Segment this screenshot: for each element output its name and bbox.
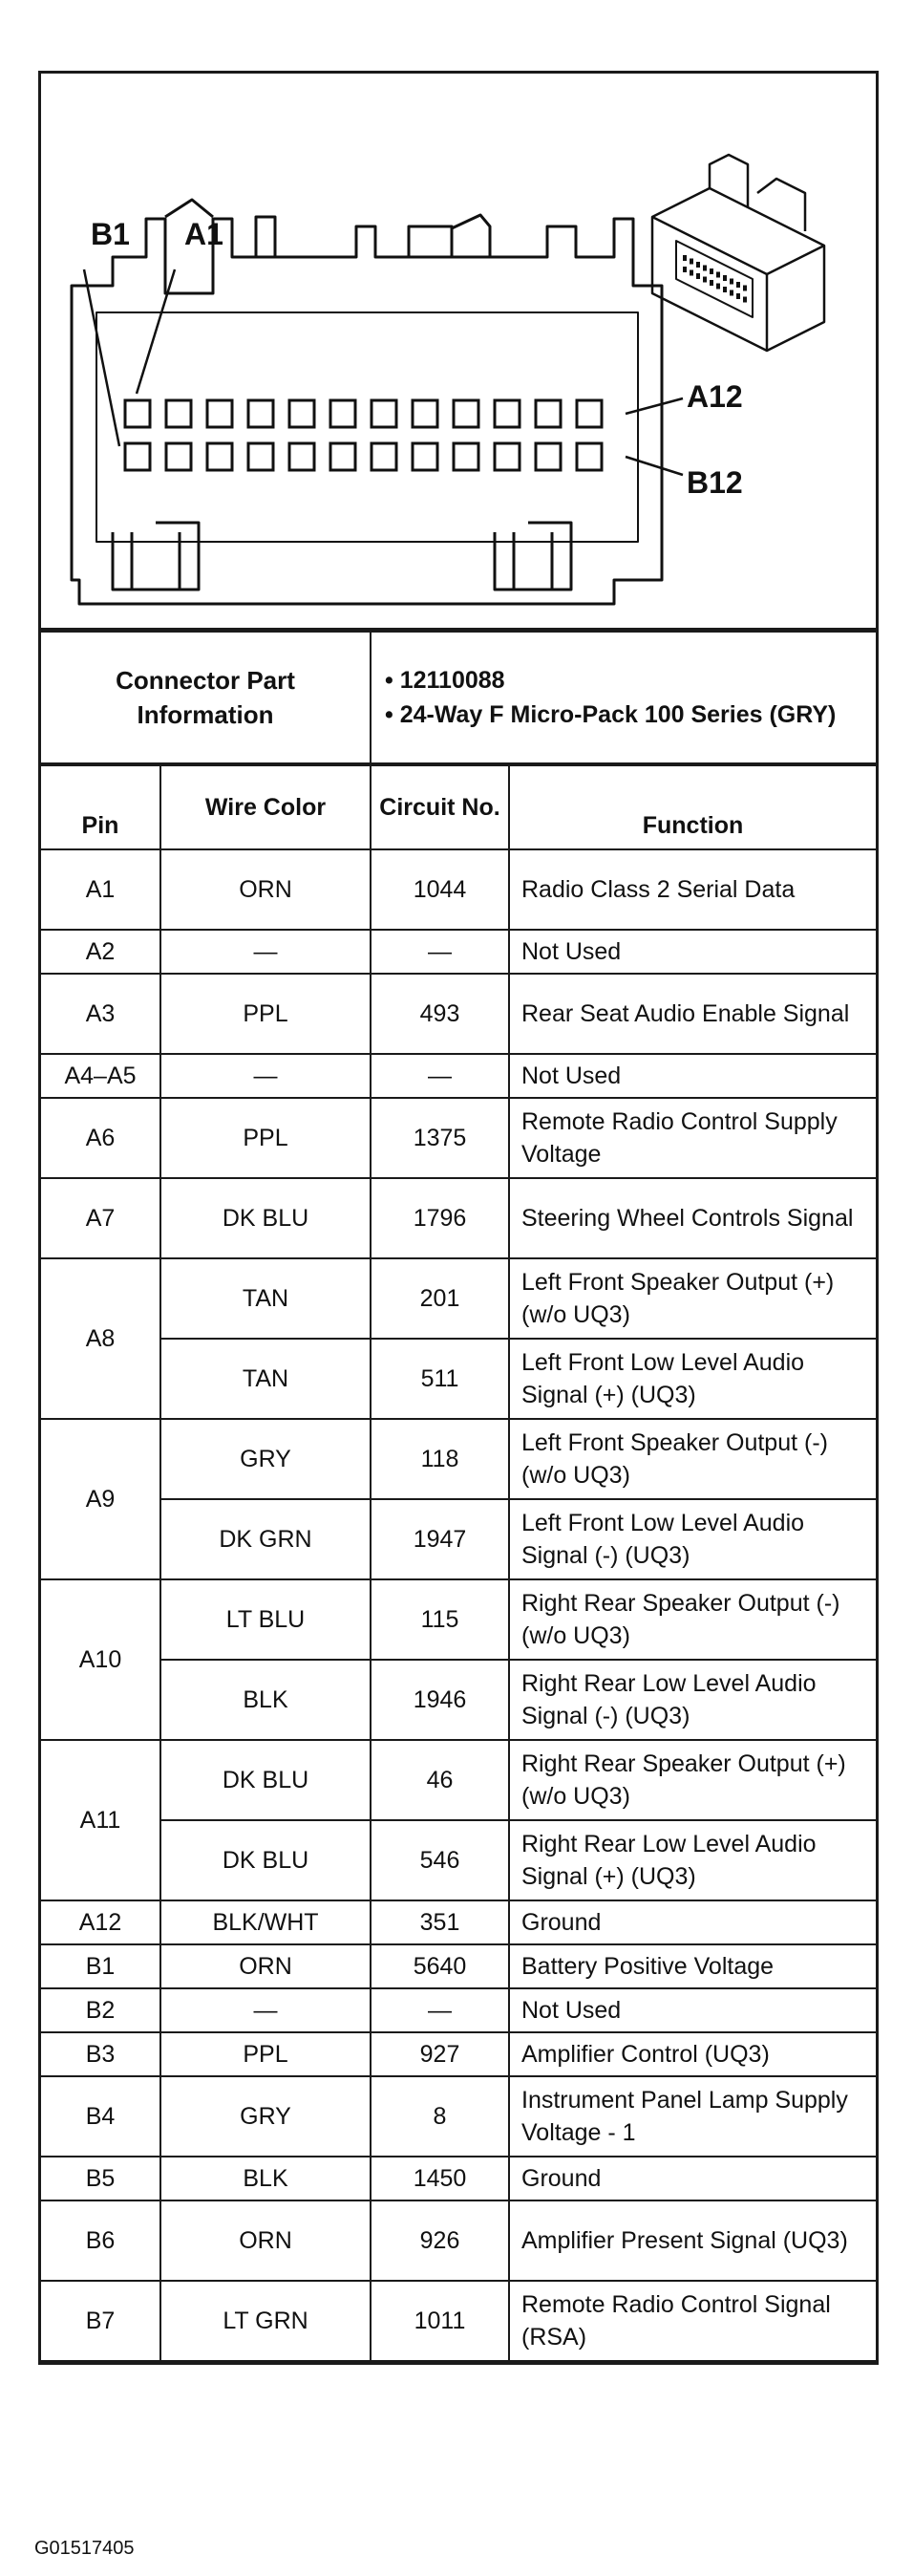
function-cell: Rear Seat Audio Enable Signal	[509, 974, 876, 1054]
function-cell: Remote Radio Control Supply Voltage	[509, 1098, 876, 1178]
iso-pin-mark	[743, 297, 747, 303]
function-cell: Left Front Speaker Output (+) (w/o UQ3)	[509, 1258, 876, 1339]
wire-color-cell: GRY	[160, 1419, 371, 1499]
pin-row	[41, 1820, 876, 1900]
connector-info-table	[41, 631, 876, 764]
pinout-table	[41, 764, 876, 2362]
connector-sheet	[38, 71, 879, 2365]
wire-color-cell: PPL	[160, 1098, 371, 1178]
pin-cavity-b2	[166, 443, 191, 470]
wire-color-cell: DK GRN	[160, 1499, 371, 1579]
connector-face-drawing	[41, 74, 876, 628]
wire-color-cell: TAN	[160, 1339, 371, 1419]
function-cell: Not Used	[509, 1054, 876, 1098]
connector-iso-icon	[652, 155, 824, 351]
iso-pin-mark	[703, 266, 707, 271]
connector-part-info-list	[371, 632, 876, 763]
part-description: • 24-Way F Micro-Pack 100 Series (GRY)	[385, 701, 837, 728]
function-cell: Amplifier Control (UQ3)	[509, 2032, 876, 2076]
pin-cell: B1	[41, 1944, 160, 1988]
circuit-no-cell: 1796	[371, 1178, 509, 1258]
function-cell: Ground	[509, 1900, 876, 1944]
wire-color-cell: PPL	[160, 974, 371, 1054]
iso-pin-mark	[710, 280, 713, 286]
circuit-no-cell: 926	[371, 2200, 509, 2281]
function-cell: Left Front Low Level Audio Signal (+) (UQ3)	[509, 1339, 876, 1419]
function-cell: Not Used	[509, 1988, 876, 2032]
wire-color-cell: BLK/WHT	[160, 1900, 371, 1944]
wire-color-cell: TAN	[160, 1258, 371, 1339]
pin-cavity-a7	[372, 400, 396, 427]
pin-row	[41, 2032, 876, 2076]
function-cell: Right Rear Speaker Output (+) (w/o UQ3)	[509, 1740, 876, 1820]
iso-pin-mark	[723, 275, 727, 281]
pin-cell: A8	[41, 1258, 160, 1419]
pin-row	[41, 1988, 876, 2032]
pin-cavity-b10	[495, 443, 520, 470]
circuit-no-cell: —	[371, 1988, 509, 2032]
iso-pin-mark	[716, 272, 720, 278]
pin-row	[41, 2076, 876, 2157]
pin-cell: A11	[41, 1740, 160, 1900]
pin-cavity-a6	[330, 400, 355, 427]
pin-cavity-a9	[454, 400, 478, 427]
wire-color-cell: GRY	[160, 2076, 371, 2157]
pin-row	[41, 1579, 876, 1660]
pin-row	[41, 1499, 876, 1579]
iso-pin-mark	[736, 293, 740, 299]
function-cell: Battery Positive Voltage	[509, 1944, 876, 1988]
circuit-no-cell: 1450	[371, 2157, 509, 2200]
pin-cell: A12	[41, 1900, 160, 1944]
pin-cavity-b1	[125, 443, 150, 470]
circuit-no-cell: 1947	[371, 1499, 509, 1579]
function-cell: Left Front Low Level Audio Signal (-) (UQ3)	[509, 1499, 876, 1579]
iso-pin-mark	[690, 259, 693, 265]
pin-cavity-a1	[125, 400, 150, 427]
function-cell: Steering Wheel Controls Signal	[509, 1178, 876, 1258]
pin-cell: A4–A5	[41, 1054, 160, 1098]
pin-row	[41, 974, 876, 1054]
circuit-no-cell: —	[371, 1054, 509, 1098]
pin-cavity-b3	[207, 443, 232, 470]
wire-color-cell: —	[160, 1054, 371, 1098]
iso-pin-mark	[683, 255, 687, 261]
pin-row	[41, 2281, 876, 2361]
iso-pin-mark	[730, 290, 733, 296]
circuit-no-cell: 493	[371, 974, 509, 1054]
iso-pin-mark	[683, 267, 687, 272]
circuit-no-cell: 546	[371, 1820, 509, 1900]
pin-cavity-b5	[289, 443, 314, 470]
wire-color-cell: ORN	[160, 2200, 371, 2281]
wire-color-cell: PPL	[160, 2032, 371, 2076]
pin-row	[41, 1098, 876, 1178]
pin-cavity-a3	[207, 400, 232, 427]
label-b12: B12	[687, 465, 743, 500]
wire-color-cell: DK BLU	[160, 1820, 371, 1900]
pin-cavity-a11	[536, 400, 561, 427]
part-number: • 12110088	[385, 667, 505, 694]
pin-cavity-b12	[577, 443, 602, 470]
header-pin: Pin	[41, 765, 160, 849]
pin-row	[41, 1419, 876, 1499]
pin-cell: B5	[41, 2157, 160, 2200]
iso-pin-mark	[710, 268, 713, 274]
function-cell: Right Rear Low Level Audio Signal (-) (UQ3)	[509, 1660, 876, 1740]
pin-cavity-b4	[248, 443, 273, 470]
circuit-no-cell: 8	[371, 2076, 509, 2157]
circuit-no-cell: 351	[371, 1900, 509, 1944]
pin-cell: B7	[41, 2281, 160, 2361]
wire-color-cell: DK BLU	[160, 1178, 371, 1258]
pin-cell: B3	[41, 2032, 160, 2076]
pin-row	[41, 1900, 876, 1944]
label-b1: B1	[91, 217, 130, 251]
pin-cell: A9	[41, 1419, 160, 1579]
pin-row	[41, 1740, 876, 1820]
pin-cell: A10	[41, 1579, 160, 1740]
pin-cavity-b9	[454, 443, 478, 470]
header-wire-color: Wire Color	[160, 765, 371, 849]
pin-cavity-a12	[577, 400, 602, 427]
wire-color-cell: —	[160, 930, 371, 974]
function-cell: Right Rear Low Level Audio Signal (+) (UQ3)	[509, 1820, 876, 1900]
wire-color-cell: LT GRN	[160, 2281, 371, 2361]
pin-cavity-a5	[289, 400, 314, 427]
pin-cell: A6	[41, 1098, 160, 1178]
function-cell: Instrument Panel Lamp Supply Voltage - 1	[509, 2076, 876, 2157]
wire-color-cell: BLK	[160, 1660, 371, 1740]
pin-cell: A3	[41, 974, 160, 1054]
iso-pin-mark	[696, 262, 700, 268]
iso-pin-mark	[696, 273, 700, 279]
pin-cell: B2	[41, 1988, 160, 2032]
function-cell: Left Front Speaker Output (-) (w/o UQ3)	[509, 1419, 876, 1499]
circuit-no-cell: 927	[371, 2032, 509, 2076]
circuit-no-cell: 5640	[371, 1944, 509, 1988]
function-cell: Amplifier Present Signal (UQ3)	[509, 2200, 876, 2281]
circuit-no-cell: 1946	[371, 1660, 509, 1740]
wire-color-cell: BLK	[160, 2157, 371, 2200]
header-circuit-no: Circuit No.	[371, 765, 509, 849]
iso-pin-mark	[723, 287, 727, 292]
pin-cavity-a4	[248, 400, 273, 427]
iso-pin-mark	[703, 277, 707, 283]
pin-cell: B6	[41, 2200, 160, 2281]
connector-part-info-title: Connector Part Information	[41, 632, 371, 763]
iso-pin-mark	[730, 279, 733, 285]
pin-row	[41, 1258, 876, 1339]
iso-pin-mark	[716, 284, 720, 290]
wire-color-cell: ORN	[160, 1944, 371, 1988]
function-cell: Right Rear Speaker Output (-) (w/o UQ3)	[509, 1579, 876, 1660]
connector-diagram	[41, 74, 876, 631]
pin-row	[41, 2200, 876, 2281]
pin-cavity-a2	[166, 400, 191, 427]
circuit-no-cell: 46	[371, 1740, 509, 1820]
pin-cavity-a10	[495, 400, 520, 427]
pin-row	[41, 1660, 876, 1740]
pin-cavity-b7	[372, 443, 396, 470]
wire-color-cell: DK BLU	[160, 1740, 371, 1820]
circuit-no-cell: 1375	[371, 1098, 509, 1178]
iso-pin-mark	[743, 286, 747, 291]
pin-row	[41, 1339, 876, 1419]
function-cell: Ground	[509, 2157, 876, 2200]
wire-color-cell: ORN	[160, 849, 371, 930]
pin-row	[41, 1178, 876, 1258]
pin-row	[41, 2157, 876, 2200]
wire-color-cell: —	[160, 1988, 371, 2032]
label-a12: A12	[687, 379, 743, 414]
circuit-no-cell: 118	[371, 1419, 509, 1499]
circuit-no-cell: —	[371, 930, 509, 974]
pin-cell: A7	[41, 1178, 160, 1258]
iso-pin-mark	[690, 270, 693, 276]
iso-pin-mark	[736, 282, 740, 288]
circuit-no-cell: 511	[371, 1339, 509, 1419]
pin-row	[41, 1054, 876, 1098]
figure-code: G01517405	[34, 2538, 135, 2559]
pin-cavity-a8	[413, 400, 437, 427]
pin-cell: B4	[41, 2076, 160, 2157]
circuit-no-cell: 1011	[371, 2281, 509, 2361]
wire-color-cell: LT BLU	[160, 1579, 371, 1660]
pin-cavity-b6	[330, 443, 355, 470]
pin-cell: A1	[41, 849, 160, 930]
pin-cavity-b8	[413, 443, 437, 470]
label-a1: A1	[184, 217, 223, 251]
pin-cavity-b11	[536, 443, 561, 470]
function-cell: Remote Radio Control Signal (RSA)	[509, 2281, 876, 2361]
circuit-no-cell: 115	[371, 1579, 509, 1660]
header-function: Function	[509, 765, 876, 849]
pin-row	[41, 1944, 876, 1988]
pin-row	[41, 849, 876, 930]
circuit-no-cell: 201	[371, 1258, 509, 1339]
function-cell: Not Used	[509, 930, 876, 974]
function-cell: Radio Class 2 Serial Data	[509, 849, 876, 930]
circuit-no-cell: 1044	[371, 849, 509, 930]
pin-row	[41, 930, 876, 974]
pin-cell: A2	[41, 930, 160, 974]
